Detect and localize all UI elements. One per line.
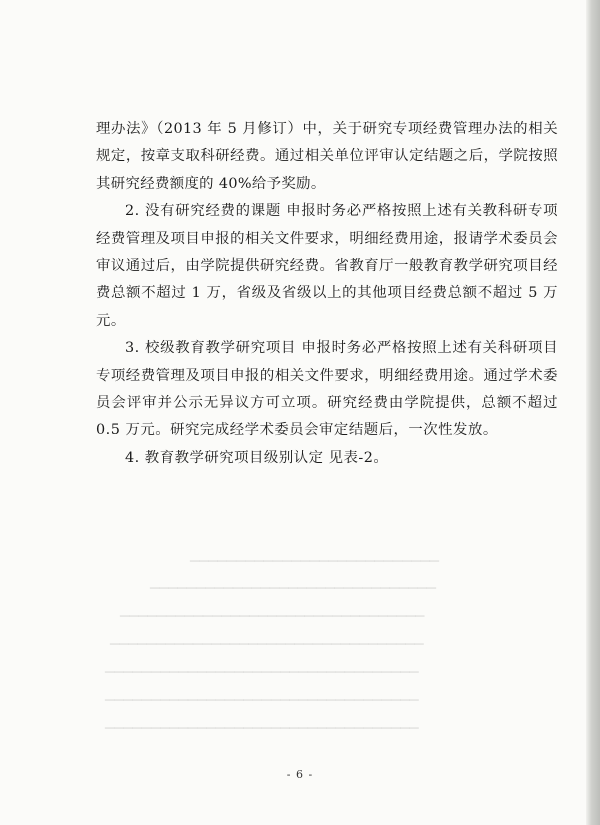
show-through-line: ▁▁▁▁▁▁▁▁▁▁▁▁▁▁▁▁▁▁▁▁▁▁▁▁▁▁▁ <box>190 548 440 562</box>
show-through-line: ▁▁▁▁▁▁▁▁▁▁▁▁▁▁▁▁▁▁▁▁▁▁▁▁▁▁▁▁▁▁▁▁▁ <box>120 603 425 617</box>
page-number: - 6 - <box>286 768 314 781</box>
show-through-line: ▁▁▁▁▁▁▁▁▁▁▁▁▁▁▁▁▁▁▁▁▁▁▁▁▁▁▁▁▁▁▁▁▁▁ <box>110 631 424 645</box>
show-through-line: ▁▁▁▁▁▁▁▁▁▁▁▁▁▁▁▁▁▁▁▁▁▁▁▁▁▁▁▁▁▁▁▁▁▁ <box>105 687 419 701</box>
paragraph-school-level-projects: 3. 校级教育教学研究项目 申报时务必严格按照上述有关科研项目专项经费管理及项目申报的相关文件要求，明细经费用途。通过学术委员会评审并公示无异议方可立项。研究经费由学院提供，总额不超过 0.5 万元。研究完成经学术委员会审定结题后，一次性发放。 <box>96 340 558 439</box>
show-through-line: ▁▁▁▁▁▁▁▁▁▁▁▁▁▁▁▁▁▁▁▁▁▁▁▁▁▁▁▁▁▁▁▁▁▁ <box>105 715 419 729</box>
paragraph-level-recognition: 4. 教育教学研究项目级别认定 见表-2。 <box>125 449 389 466</box>
page-edge <box>586 0 600 825</box>
body-text <box>96 116 558 472</box>
show-through-line: ▁▁▁▁▁▁▁▁▁▁▁▁▁▁▁▁▁▁▁▁▁▁▁▁▁▁▁▁▁▁▁▁▁▁ <box>105 659 419 673</box>
paragraph-continued: 理办法》（2013 年 5 月修订）中，关于研究专项经费管理办法的相关规定，按章支取科研经费。通过相关单位评审认定结题之后，学院按照其研究经费额度的 40%给予奖励。 <box>96 121 558 192</box>
show-through-line: ▁▁▁▁▁▁▁▁▁▁▁▁▁▁▁▁▁▁▁▁▁▁▁▁▁▁▁▁▁▁▁ <box>150 575 437 589</box>
paragraph-no-funding-projects: 2. 没有研究经费的课题 申报时务必严格按照上述有关教科研专项经费管理及项目申报的相关文件要求，明细经费用途，报请学术委员会审议通过后，由学院提供研究经费。省教育厅一般教育教学研究项目经费总额不超过 1 万，省级及省级以上的其他项目经费总额不超过 5 万元。 <box>96 203 558 329</box>
